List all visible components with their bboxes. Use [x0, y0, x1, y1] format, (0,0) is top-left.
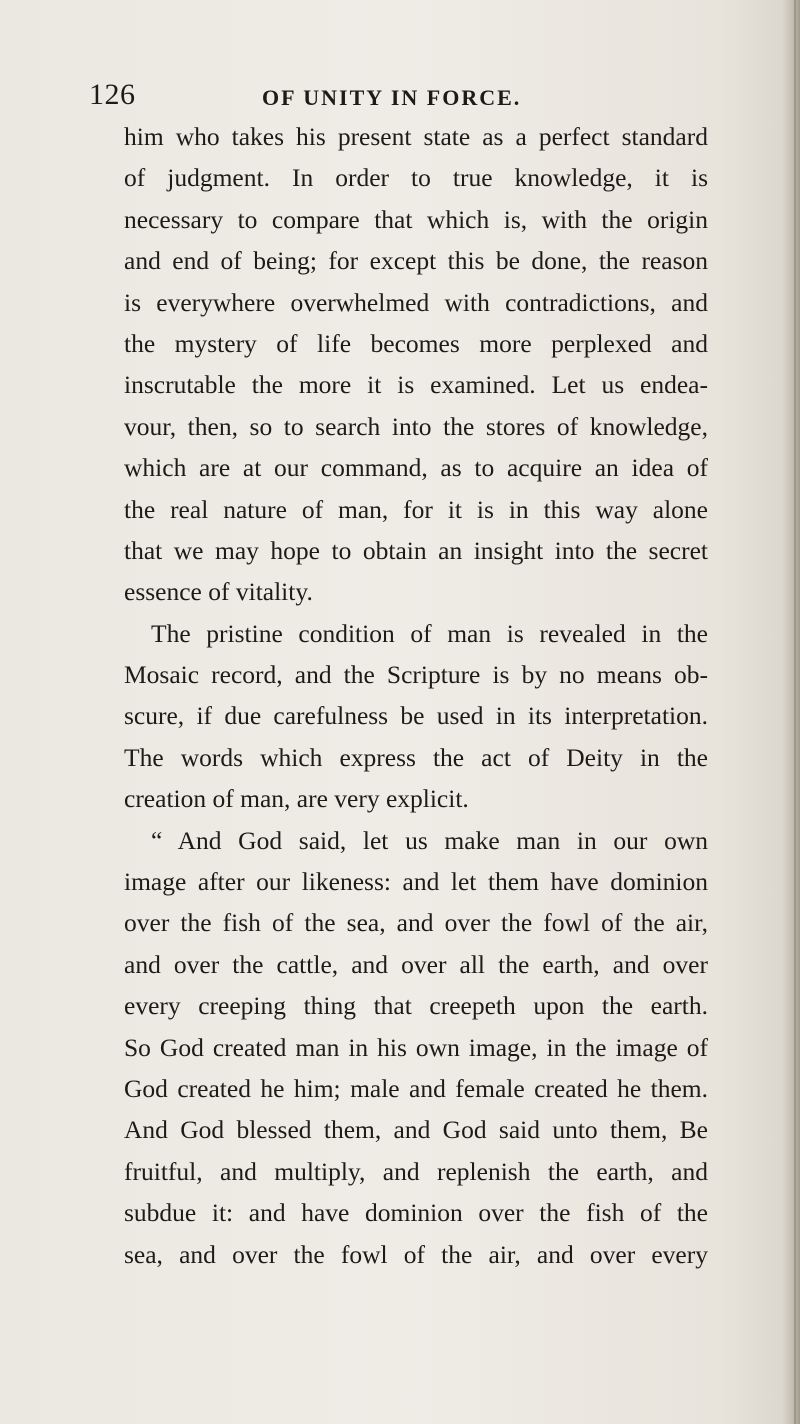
text-line: him who takes his present state as a perfect standard [124, 122, 708, 151]
page-edge-shadow [782, 0, 800, 1424]
text-line: and end of being; for except this be done, the reason [124, 246, 708, 276]
text-line: God created he him; male and female created he them. [124, 1073, 708, 1103]
text-line: and over the cattle, and over all the earth, and over [124, 949, 708, 979]
text-line: scure, if due carefulness be used in its interpretation. [124, 701, 708, 731]
text-line: is everywhere overwhelmed with contradictions, and [124, 287, 708, 317]
text-line: inscrutable the more it is examined. Let us endea- [124, 370, 708, 400]
text-line: image after our likeness: and let them have dominion [124, 867, 708, 897]
text-line: sea, and over the fowl of the air, and over every [124, 1239, 708, 1269]
text-line: essence of vitality. [124, 577, 313, 607]
text-line: every creeping thing that creepeth upon the earth. [124, 991, 708, 1021]
text-line: necessary to compare that which is, with the origin [124, 204, 708, 234]
text-line: The words which express the act of Deity in the [124, 742, 708, 772]
text-line: over the fish of the sea, and over the fowl of the air, [124, 908, 708, 938]
text-line: vour, then, so to search into the stores of knowledge, [124, 411, 708, 441]
text-line: subdue it: and have dominion over the fish of the [124, 1198, 708, 1228]
page-edge-line [794, 0, 796, 1424]
text-line: So God created man in his own image, in the image of [124, 1032, 708, 1062]
text-line: which are at our command, as to acquire an idea of [124, 453, 708, 483]
text-line: the mystery of life becomes more perplexed and [124, 328, 708, 358]
text-line: the real nature of man, for it is in this way alone [124, 494, 708, 524]
running-head [0, 78, 800, 118]
text-line: that we may hope to obtain an insight into the secret [124, 535, 708, 565]
text-line: of judgment. In order to true knowledge, it is [124, 163, 708, 193]
text-line: “ And God said, let us make man in our own [151, 825, 708, 855]
text-line: The pristine condition of man is revealed in the [151, 618, 708, 648]
text-line: creation of man, are very explicit. [124, 784, 469, 814]
body-text [124, 116, 708, 1275]
page-number: 126 [89, 78, 136, 111]
running-title: OF UNITY IN FORCE. [262, 85, 522, 110]
text-line: And God blessed them, and God said unto them, Be [124, 1115, 708, 1145]
text-line: fruitful, and multiply, and replenish the earth, and [124, 1156, 708, 1186]
text-line: Mosaic record, and the Scripture is by no means ob- [124, 660, 708, 690]
